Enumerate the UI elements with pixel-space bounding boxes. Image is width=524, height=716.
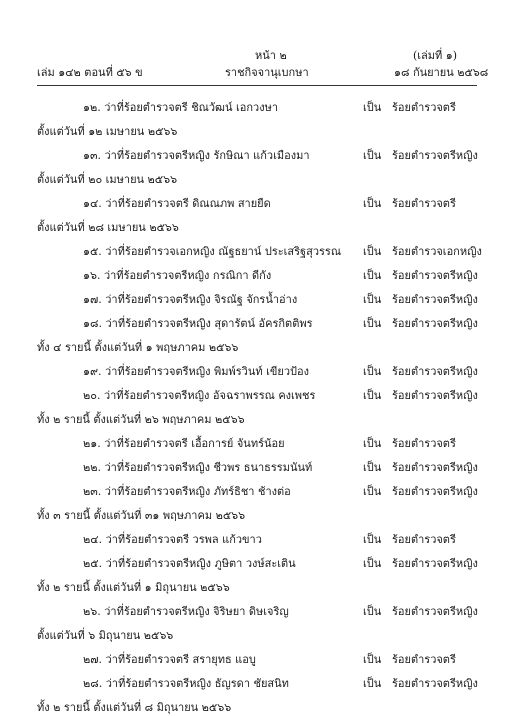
line-text: ๑๘. ว่าที่ร้อยตำรวจตรีหญิง สุดารัตน์ อัครกิตติพร xyxy=(83,317,313,330)
line-rank: ร้อยตำรวจตรีหญิง xyxy=(392,149,478,162)
appointment-line xyxy=(83,316,490,332)
line-be: เป็น xyxy=(363,437,382,450)
appointment-line xyxy=(83,244,490,260)
line-be: เป็น xyxy=(363,293,382,306)
line-text: ๒๘. ว่าที่ร้อยตำรวจตรีหญิง ธัญรดา ชัยสนิท xyxy=(83,677,289,690)
effective-date-line xyxy=(37,124,490,140)
line-rank: ร้อยตำรวจตรี xyxy=(392,197,456,210)
line-text: ตั้งแต่วันที่ ๑๒ เมษายน ๒๕๖๖ xyxy=(37,125,178,138)
line-rank: ร้อยตำรวจเอกหญิง xyxy=(392,245,482,258)
line-text: ๒๓. ว่าที่ร้อยตำรวจตรีหญิง ภัทร์ธิชา ช้างต่อ xyxy=(83,485,291,498)
line-be: เป็น xyxy=(363,245,382,258)
line-text: ๑๙. ว่าที่ร้อยตำรวจตรีหญิง พิมพ์รวินท์ เขียวป้อง xyxy=(83,365,309,378)
line-rank: ร้อยตำรวจตรีหญิง xyxy=(392,365,478,378)
line-be: เป็น xyxy=(363,197,382,210)
line-text: ๑๗. ว่าที่ร้อยตำรวจตรีหญิง จิรณัฐ จักรน้ำอ่าง xyxy=(83,293,298,306)
line-text: ๑๓. ว่าที่ร้อยตำรวจตรีหญิง รักษิณา แก้วเมืองมา xyxy=(83,149,310,162)
line-text: ๑๔. ว่าที่ร้อยตำรวจตรี ดิณณภพ สายยืด xyxy=(83,197,271,210)
line-be: เป็น xyxy=(363,533,382,546)
line-text: ทั้ง ๓ รายนี้ ตั้งแต่วันที่ ๓๑ พฤษภาคม ๒๕๖๖ xyxy=(37,509,246,522)
appointment-line xyxy=(83,484,490,500)
line-rank: ร้อยตำรวจตรีหญิง xyxy=(392,269,478,282)
effective-date-line xyxy=(37,340,490,356)
line-text: ตั้งแต่วันที่ ๖ มิถุนายน ๒๕๖๖ xyxy=(37,629,174,642)
line-text: ๒๖. ว่าที่ร้อยตำรวจตรีหญิง จิริษยา ดิษเจริญ xyxy=(83,605,289,618)
line-rank: ร้อยตำรวจตรีหญิง xyxy=(392,485,478,498)
line-text: ตั้งแต่วันที่ ๒๘ เมษายน ๒๕๖๖ xyxy=(37,221,179,234)
line-be: เป็น xyxy=(363,653,382,666)
line-text: ๑๕. ว่าที่ร้อยตำรวจเอกหญิง ณัฐธยาน์ ประเสริฐสุวรรณ xyxy=(83,245,342,258)
line-be: เป็น xyxy=(363,317,382,330)
appointment-line xyxy=(83,652,490,668)
line-rank: ร้อยตำรวจตรี xyxy=(392,533,456,546)
effective-date-line xyxy=(37,412,490,428)
line-text: ทั้ง ๒ รายนี้ ตั้งแต่วันที่ ๘ มิถุนายน ๒๕๖๖ xyxy=(37,701,232,714)
appointment-line xyxy=(83,196,490,212)
appointment-line xyxy=(83,436,490,452)
line-be: เป็น xyxy=(363,149,382,162)
effective-date-line xyxy=(37,628,490,644)
effective-date-line xyxy=(37,172,490,188)
volume-issue: เล่ม ๑๔๒ ตอนที่ ๕๖ ข xyxy=(37,66,143,79)
line-rank: ร้อยตำรวจตรี xyxy=(392,101,456,114)
line-be: เป็น xyxy=(363,269,382,282)
appointment-line xyxy=(83,364,490,380)
line-rank: ร้อยตำรวจตรีหญิง xyxy=(392,389,478,402)
line-be: เป็น xyxy=(363,605,382,618)
gazette-title: ราชกิจจานุเบกษา xyxy=(225,66,309,79)
appointment-line xyxy=(83,388,490,404)
header-divider xyxy=(37,85,477,86)
line-be: เป็น xyxy=(363,677,382,690)
line-be: เป็น xyxy=(363,485,382,498)
appointment-line xyxy=(83,604,490,620)
line-text: ๑๒. ว่าที่ร้อยตำรวจตรี ชิณวัฒน์ เอกวงษา xyxy=(83,101,278,114)
effective-date-line xyxy=(37,508,490,524)
volume-number: (เล่มที่ ๑) xyxy=(413,49,458,62)
effective-date-line xyxy=(37,220,490,236)
appointment-line xyxy=(83,532,490,548)
appointment-line xyxy=(83,100,490,116)
line-rank: ร้อยตำรวจตรี xyxy=(392,653,456,666)
effective-date-line xyxy=(37,580,490,596)
line-rank: ร้อยตำรวจตรี xyxy=(392,437,456,450)
appointment-line xyxy=(83,268,490,284)
line-be: เป็น xyxy=(363,365,382,378)
line-be: เป็น xyxy=(363,101,382,114)
line-rank: ร้อยตำรวจตรีหญิง xyxy=(392,293,478,306)
line-be: เป็น xyxy=(363,557,382,570)
line-rank: ร้อยตำรวจตรีหญิง xyxy=(392,677,478,690)
line-text: ๒๔. ว่าที่ร้อยตำรวจตรี วรพล แก้วขาว xyxy=(83,533,262,546)
line-text: ทั้ง ๒ รายนี้ ตั้งแต่วันที่ ๒๖ พฤษภาคม ๒๕๖๖ xyxy=(37,413,245,426)
line-text: ๒๑. ว่าที่ร้อยตำรวจตรี เอื้อการย์ จันทร์น้อย xyxy=(83,437,285,450)
line-text: ๒๐. ว่าที่ร้อยตำรวจตรีหญิง อัจฉราพรรณ คงเพชร xyxy=(83,389,316,402)
line-text: ๒๗. ว่าที่ร้อยตำรวจตรี สรายุทธ แอบู xyxy=(83,653,256,666)
line-rank: ร้อยตำรวจตรีหญิง xyxy=(392,557,478,570)
page-number: หน้า ๒ xyxy=(255,49,287,62)
line-text: ตั้งแต่วันที่ ๒๐ เมษายน ๒๕๖๖ xyxy=(37,173,178,186)
publish-date: ๑๘ กันยายน ๒๕๖๘ xyxy=(394,66,489,79)
line-text: ทั้ง ๒ รายนี้ ตั้งแต่วันที่ ๑ มิถุนายน ๒๕๖๖ xyxy=(37,581,230,594)
effective-date-line xyxy=(37,700,490,716)
line-rank: ร้อยตำรวจตรีหญิง xyxy=(392,317,478,330)
line-be: เป็น xyxy=(363,389,382,402)
line-text: ๒๒. ว่าที่ร้อยตำรวจตรีหญิง ชีวพร ธนาธรรมนันท์ xyxy=(83,461,313,474)
appointment-line xyxy=(83,460,490,476)
appointment-line xyxy=(83,676,490,692)
line-text: ๑๖. ว่าที่ร้อยตำรวจตรีหญิง กรณิกา ดีกัง xyxy=(83,269,272,282)
line-rank: ร้อยตำรวจตรีหญิง xyxy=(392,605,478,618)
appointment-line xyxy=(83,292,490,308)
appointment-line xyxy=(83,148,490,164)
line-text: ทั้ง ๔ รายนี้ ตั้งแต่วันที่ ๑ พฤษภาคม ๒๕๖๖ xyxy=(37,341,239,354)
line-text: ๒๕. ว่าที่ร้อยตำรวจตรีหญิง ภูษิตา วงษ์สะเติน xyxy=(83,557,296,570)
line-be: เป็น xyxy=(363,461,382,474)
line-rank: ร้อยตำรวจตรีหญิง xyxy=(392,461,478,474)
appointment-line xyxy=(83,556,490,572)
